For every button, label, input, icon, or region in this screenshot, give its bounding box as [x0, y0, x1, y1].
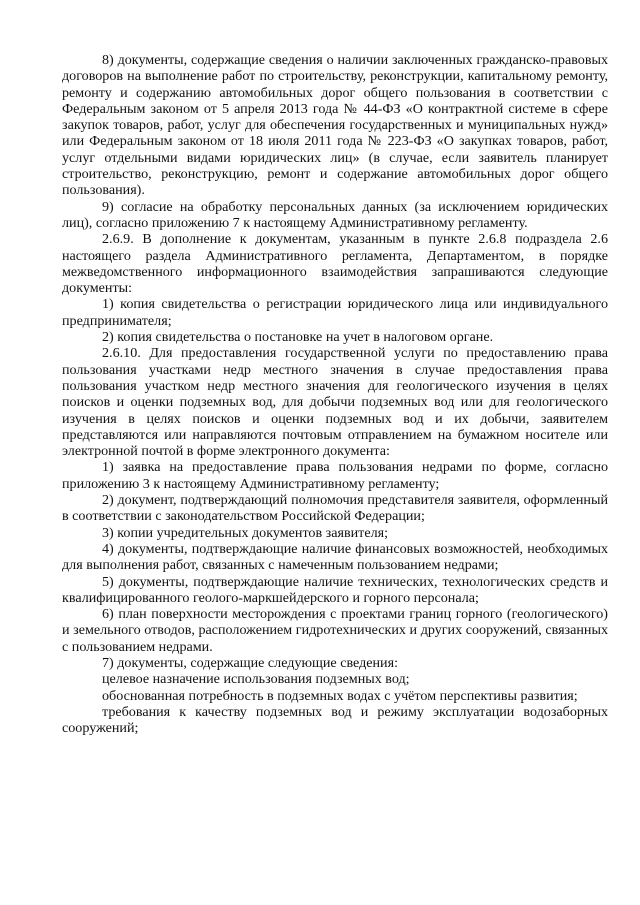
document-page: [62, 52, 608, 736]
paragraph-sub-quality: требования к качеству подземных вод и режиму эксплуатации водозаборных сооружений;: [62, 703, 608, 737]
paragraph-2-6-10-item-5: 5) документы, подтверждающие наличие технических, технологических средств и квалифицированного геолого-маркшейдерского и горного персонала;: [62, 573, 608, 606]
paragraph-2-6-10-item-4: 4) документы, подтверждающие наличие финансовых возможностей, необходимых для выполнения работ, связанных с намеченным пользованием недрами;: [62, 540, 608, 574]
paragraph-2-6-9-item-2: 2) копия свидетельства о постановке на учет в налоговом органе.: [102, 329, 494, 346]
paragraph-2-6-10-item-3: 3) копии учредительных документов заявителя;: [102, 524, 389, 541]
paragraph-2-6-10-item-6: 6) план поверхности месторождения с проектами границ горного (геологического) и земельного отводов, расположением гидротехнических и других сооружений, связанных с пользованием недрами.: [62, 606, 608, 655]
paragraph-2-6-10: 2.6.10. Для предоставления государственной услуги по предоставлению права пользования участками недр местного значения в случае предоставления права пользования участком недр местного значения для геологического изучения в целях поисков и оценки подземных вод, для добычи подземных вод или для геологического изучения в целях поисков и оценки подземных вод и их добычи, заявителем представляются или направляются почтовым отправлением на бумажном носителе или электронной почтой в форме электронного документа:: [62, 345, 608, 460]
paragraph-2-6-9: 2.6.9. В дополнение к документам, указанным в пункте 2.6.8 подраздела 2.6 настоящего раздела Административного регламента, Департаментом, в порядке межведомственного информационного взаимодействия запрашиваются следующие документы:: [62, 231, 608, 297]
paragraph-item-9-consent: 9) согласие на обработку персональных данных (за исключением юридических лиц), согласно приложению 7 к настоящему Административному регламенту.: [62, 198, 608, 231]
paragraph-item-8-contracts: 8) документы, содержащие сведения о наличии заключенных гражданско-правовых договоров на выполнение работ по строительству, реконструкции, капитальному ремонту, ремонту и содержанию автомобильных дорог общего пользования в соответствии с Федеральным законом от 5 апреля 2013 года № 44-ФЗ «О контрактной системе в сфере закупок товаров, работ, услуг для обеспечения государственных и муниципальных нужд» или Федеральным законом от 18 июля 2011 года № 223-ФЗ «О закупках товаров, работ, услуг отдельными видами юридических лиц» (в случае, если заявитель планирует строительство, реконструкцию, ремонт и содержание автомобильных дорог общего пользования).: [62, 52, 608, 199]
paragraph-2-6-10-item-7: 7) документы, содержащие следующие сведения:: [102, 654, 399, 671]
paragraph-sub-demand: обоснованная потребность в подземных водах с учётом перспективы развития;: [102, 687, 578, 704]
paragraph-2-6-9-item-1: 1) копия свидетельства о регистрации юридического лица или индивидуального предпринимателя;: [62, 296, 608, 329]
paragraph-2-6-10-item-2: 2) документ, подтверждающий полномочия представителя заявителя, оформленный в соответствии с законодательством Российской Федерации;: [62, 492, 608, 525]
paragraph-2-6-10-item-1: 1) заявка на предоставление права пользования недрами по форме, согласно приложению 3 к настоящему Административному регламенту;: [62, 459, 608, 492]
paragraph-sub-purpose: целевое назначение использования подземных вод;: [102, 671, 410, 688]
